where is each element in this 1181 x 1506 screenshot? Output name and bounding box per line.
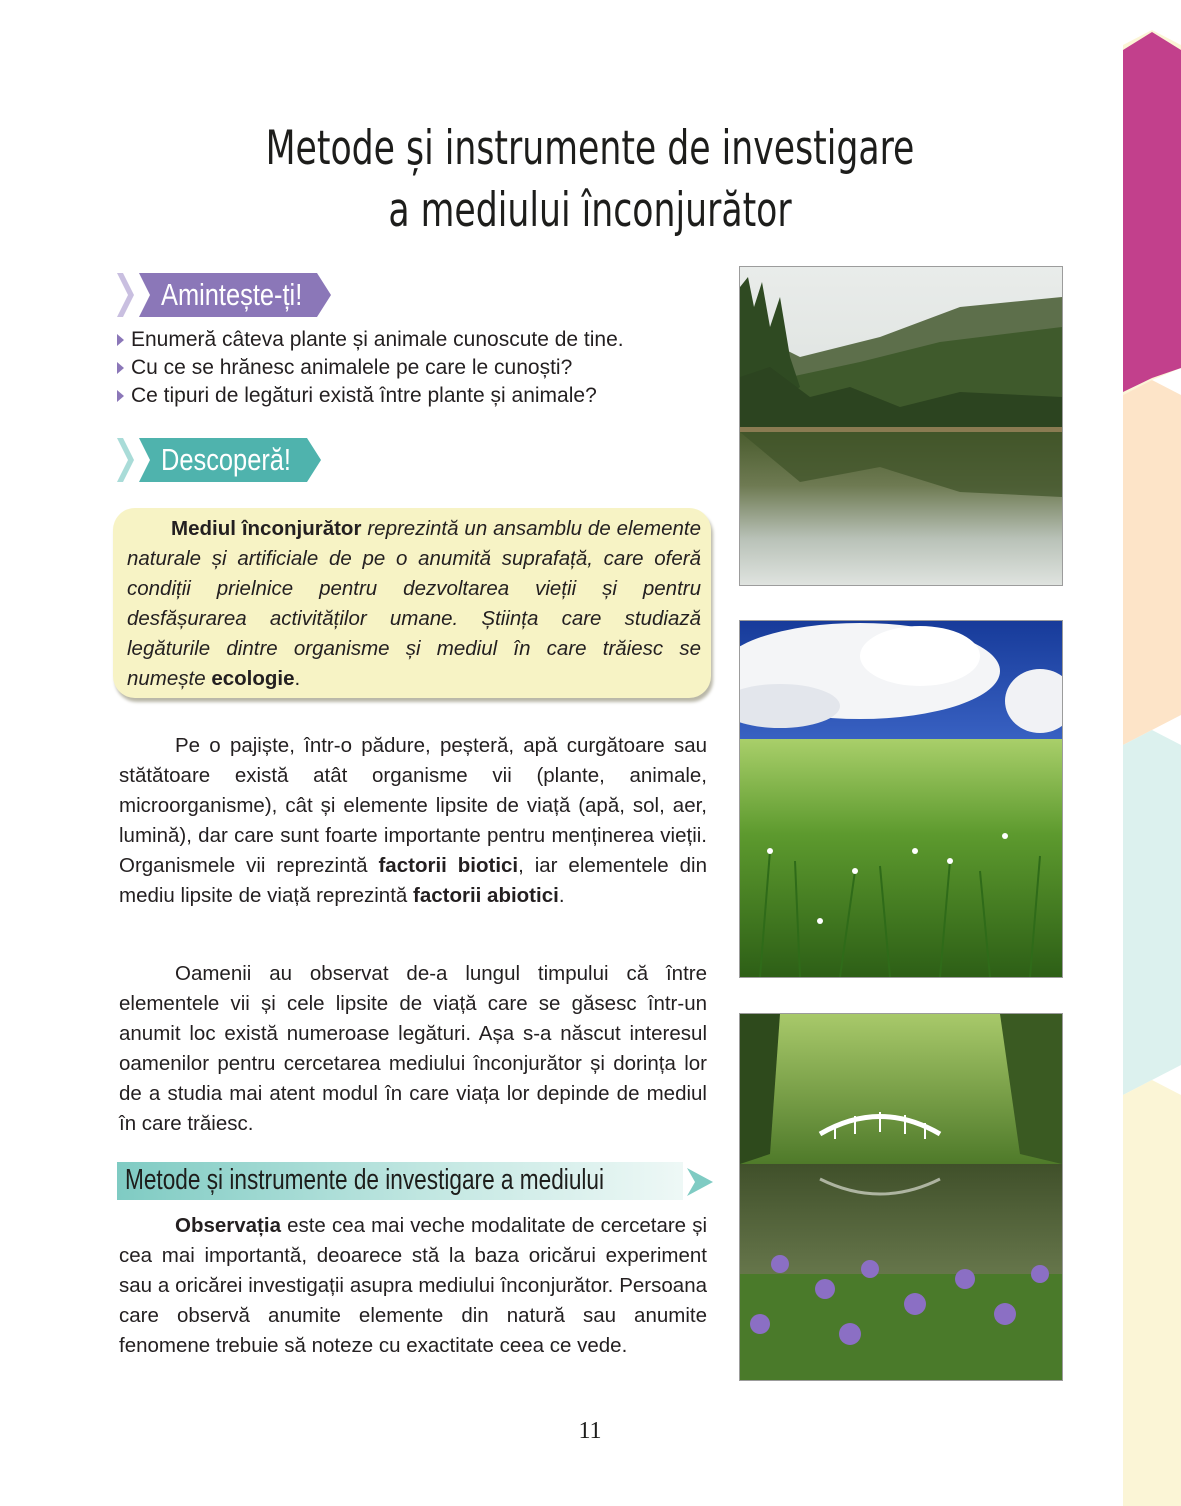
title-line-1: Metode și instrumente de investigare bbox=[265, 121, 915, 176]
paragraph-observation: Observația este cea mai veche modalitate de cercetare și cea mai importantă, deoarece stă la baza oricărui experiment sau a oricărei investigații asupra mediului înconjurător. Persoana care observă anumite elemente din natură sau anumite fenomene trebuie să noteze cu exactitate ceea ce vede. bbox=[119, 1214, 707, 1357]
remember-heading: Amintește-ți! bbox=[161, 277, 303, 312]
chapter-tabs bbox=[1123, 0, 1181, 1506]
bullet-triangle-icon bbox=[117, 390, 124, 402]
section-heading: Metode și instrumente de investigare a mediului bbox=[125, 1164, 605, 1196]
definition-text: Mediul înconjurător reprezintă un ansamblu de elemente naturale și artificiale de pe o anumită suprafață, care oferă condiții prielnice pentru dezvoltarea vieții și pentru desfășurarea activităților umane. Știința care studiază legăturile dintre organisme și mediul în care trăiesc se numește ecologie. bbox=[127, 517, 701, 690]
discover-heading: Descoperă! bbox=[161, 442, 291, 477]
list-item: Ce tipuri de legături există între plante și animale? bbox=[117, 382, 717, 410]
garden-bridge-irises-photo bbox=[739, 1013, 1063, 1381]
page-title bbox=[237, 118, 942, 242]
paragraph-factors: Pe o pajiște, într-o pădure, peșteră, apă curgătoare sau stătătoare există atât organisme vii (plante, animale, microorganisme), cât și elemente lipsite de viață (apă, sol, aer, lumină), dar care sunt foarte importante pentru menținerea vieții. Organismele vii reprezintă factorii biotici, iar elementele din mediu lipsite de viață reprezintă factorii abiotici. bbox=[119, 734, 707, 907]
definition-box bbox=[113, 508, 711, 698]
remember-banner bbox=[117, 273, 333, 317]
bullet-triangle-icon bbox=[117, 334, 124, 346]
meadow-sky-photo bbox=[739, 620, 1063, 978]
discover-banner bbox=[117, 438, 323, 482]
page-number: 11 bbox=[578, 1418, 602, 1444]
remember-questions bbox=[117, 326, 717, 410]
bullet-triangle-icon bbox=[117, 362, 124, 374]
mountain-lake-photo bbox=[739, 266, 1063, 586]
paragraph-history: Oamenii au observat de-a lungul timpului că între elementele vii și cele lipsite de viață care se găsesc într-un anumit loc există numeroase legături. Așa s-a născut interesul oamenilor pentru cercetarea mediului înconjurător și dorința lor de a studia mai atent modul în care viața lor depinde de mediul în care trăiesc. bbox=[119, 962, 707, 1135]
tab-peach bbox=[1123, 380, 1181, 745]
tab-cream bbox=[1123, 1080, 1181, 1506]
list-item: Cu ce se hrănesc animalele pe care le cunoști? bbox=[117, 354, 717, 382]
list-item: Enumeră câteva plante și animale cunoscute de tine. bbox=[117, 326, 717, 354]
section-heading-bar bbox=[117, 1162, 713, 1202]
title-line-2: a mediului înconjurător bbox=[388, 183, 792, 238]
arrow-right-icon bbox=[687, 1168, 713, 1196]
tab-mint bbox=[1123, 730, 1181, 1095]
tab-magenta bbox=[1123, 32, 1181, 392]
